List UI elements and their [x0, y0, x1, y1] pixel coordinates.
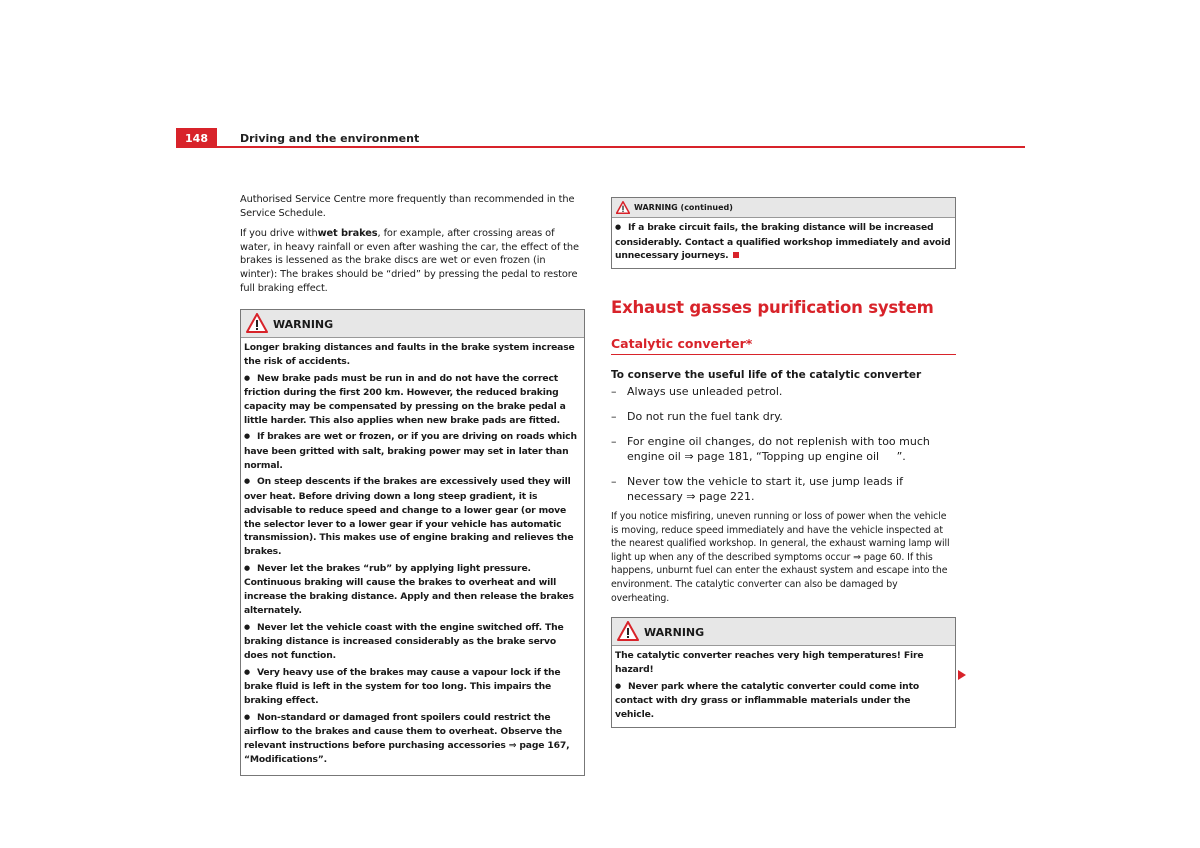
conserve-heading: To conserve the useful life of the catalytic converter: [611, 369, 922, 382]
warning-body: [612, 646, 955, 727]
dash-list: [611, 384, 956, 504]
page-header: [176, 128, 1025, 148]
warning-continued-body: [612, 218, 955, 268]
warning-continued-label: WARNING (continued): [634, 203, 733, 212]
list-item: – Never tow the vehicle to start it, use jump leads if necessary ⇒ page 221.: [611, 474, 956, 504]
warning-bullet: ● On steep descents if the brakes are excessively used they will over heat. Before driving down a long steep gradient, it is advisable to reduce speed and change to a lower gear (or move the selector lever to a lower gear if your vehicle has automatic transmission). This makes use of engine braking and relieves the brakes.: [244, 475, 580, 558]
end-of-section-marker-icon: [733, 252, 739, 258]
warning-bullet: ● New brake pads must be run in and do not have the correct friction during the first 200 km. However, the reduced braking capacity may be compensated by pressing on the brake pedal a little harder. This also applies when new brake pads are fitted.: [244, 372, 580, 428]
warning-triangle-icon: [617, 621, 639, 641]
text: If a brake circuit fails, the braking distance will be increased considerably. Contact a qualified workshop immediately and avoid unnecessary journeys.: [615, 222, 951, 262]
warning-label: WARNING: [273, 318, 334, 332]
right-column: [611, 197, 956, 728]
warning-triangle-icon: [246, 313, 268, 333]
text: , for example, after crossing areas of water, in heavy rainfall or even after washing the car, the effect of the brakes is lessened as the brake discs are wet or even frozen (in winter): The brakes should be “dried” by pressing the pedal to restore full braking effect.: [240, 228, 579, 294]
list-item: – Always use unleaded petrol.: [611, 384, 956, 399]
warning-bullet: ● Very heavy use of the brakes may cause a vapour lock if the brake fluid is left in the system for too long. This impairs the braking effect.: [244, 666, 580, 708]
warning-bullet: ● Never let the brakes “rub” by applying light pressure. Continuous braking will cause the brakes to overheat and will increase the braking distance. Apply and then release the brakes alternately.: [244, 562, 580, 618]
warning-bullet: [615, 221, 951, 263]
list-item: – For engine oil changes, do not replenish with too much engine oil ⇒ page 181, “Topping up engine oil ”.: [611, 434, 956, 464]
warning-box-continued: [611, 197, 956, 269]
warning-continued-header: [612, 198, 955, 218]
warning-label: WARNING: [644, 626, 705, 640]
warning-bullet: ● Never park where the catalytic converter could come into contact with dry grass or inflammable materials under the vehicle.: [615, 680, 951, 722]
subsection-title: Catalytic converter*: [611, 336, 956, 355]
warning-bullet: ● If brakes are wet or frozen, or if you are driving on roads which have been gritted with salt, braking power may set in later than normal.: [244, 430, 580, 472]
warning-intro: The catalytic converter reaches very high temperatures! Fire hazard!: [615, 650, 924, 675]
text: If you drive with: [240, 228, 318, 240]
warning-box-brakes: [240, 309, 585, 775]
paragraph-service: Authorised Service Centre more frequently than recommended in the Service Schedule.: [240, 194, 575, 219]
list-item: – Do not run the fuel tank dry.: [611, 409, 956, 424]
chapter-title: Driving and the environment: [240, 132, 420, 145]
warning-box-catalytic: [611, 617, 956, 728]
warning-triangle-icon: [616, 201, 630, 214]
warning-bullet: ● Never let the vehicle coast with the engine switched off. The braking distance is increased considerably as the brake servo does not function.: [244, 621, 580, 663]
warning-body: [241, 338, 584, 774]
bold-term: wet brakes: [317, 228, 378, 240]
page-number: 148: [176, 128, 217, 148]
paragraph-misfiring: If you notice misfiring, uneven running or loss of power when the vehicle is moving, reduce speed immediately and have the vehicle inspected at the nearest qualified workshop. In general, the exhaust warning lamp will light up when any of the described symptoms occur ⇒ page 60. If this happens, unburnt fuel can enter the exhaust system and escape into the environment. The catalytic converter can also be damaged by overheating.: [611, 511, 950, 604]
continue-arrow-icon: [958, 670, 966, 680]
warning-intro: Longer braking distances and faults in the brake system increase the risk of accidents.: [244, 342, 575, 367]
warning-header: [241, 310, 584, 338]
warning-bullet: ● Non-standard or damaged front spoilers could restrict the airflow to the brakes and cause them to overheat. Observe the relevant instructions before purchasing accessories ⇒ page 167, “Modifications”.: [244, 711, 580, 767]
left-column: [240, 193, 585, 776]
paragraph-wet-brakes: [240, 227, 585, 295]
section-title: Exhaust gasses purification system: [611, 298, 934, 318]
warning-header: [612, 618, 955, 646]
